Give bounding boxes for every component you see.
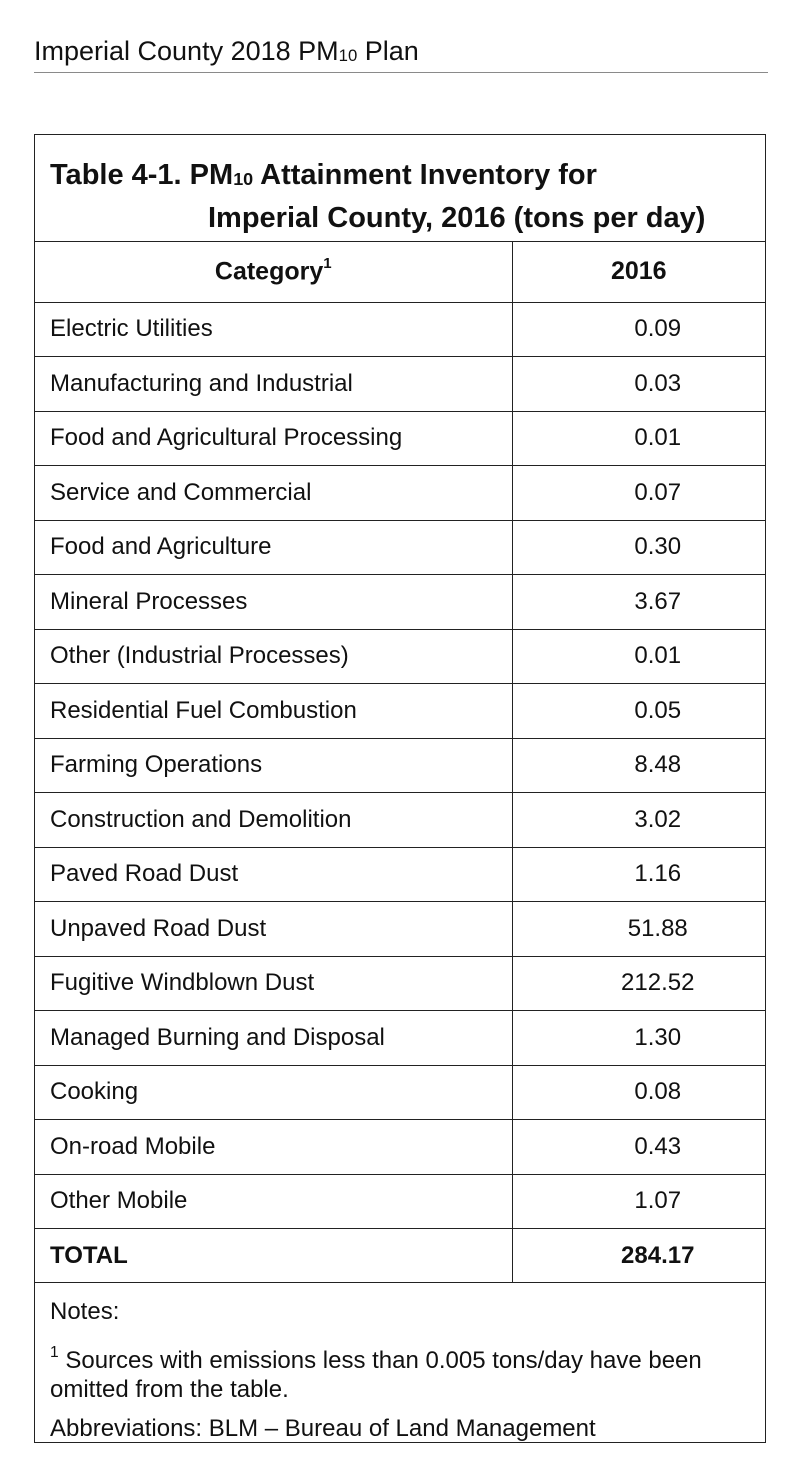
table-row: [35, 956, 765, 1011]
title-suffix: Attainment Inventory for: [253, 159, 597, 191]
category-cell: Paved Road Dust: [35, 847, 512, 902]
table-row: [35, 902, 765, 957]
table-row: [35, 1120, 765, 1175]
value-cell: 1.07: [512, 1174, 765, 1229]
value-cell: 8.48: [512, 738, 765, 793]
value-cell: 0.07: [512, 466, 765, 521]
footnote-mark: 1: [50, 1344, 59, 1362]
value-cell: 0.05: [512, 684, 765, 739]
table-row: [35, 1065, 765, 1120]
value-cell: 0.09: [512, 302, 765, 357]
value-cell: 3.02: [512, 793, 765, 848]
column-header-category-label: Category: [214, 257, 324, 286]
category-cell: Residential Fuel Combustion: [35, 684, 512, 739]
header-subscript: 10: [338, 45, 358, 65]
inventory-table: [35, 242, 765, 1283]
total-row: [35, 1229, 765, 1283]
value-cell: 0.08: [512, 1065, 765, 1120]
header-text-suffix: Plan: [357, 36, 419, 66]
column-header-category: [35, 242, 512, 302]
table-notes: [35, 1283, 765, 1443]
inventory-table-frame: [34, 134, 766, 1443]
table-row: [35, 302, 765, 357]
value-cell: 0.01: [512, 411, 765, 466]
value-cell: 0.01: [512, 629, 765, 684]
value-cell: 0.43: [512, 1120, 765, 1175]
category-cell: Other Mobile: [35, 1174, 512, 1229]
value-cell: 1.30: [512, 1011, 765, 1066]
footnote: [50, 1340, 765, 1404]
table-row: [35, 1174, 765, 1229]
category-cell: Unpaved Road Dust: [35, 902, 512, 957]
page-header: [34, 34, 768, 73]
table-row: [35, 629, 765, 684]
category-cell: Food and Agricultural Processing: [35, 411, 512, 466]
category-cell: Managed Burning and Disposal: [35, 1011, 512, 1066]
table-title-line1: [35, 155, 765, 198]
notes-label: Notes:: [50, 1298, 120, 1325]
column-header-year: 2016: [512, 242, 765, 302]
category-cell: Food and Agriculture: [35, 520, 512, 575]
table-row: [35, 411, 765, 466]
table-row: [35, 738, 765, 793]
value-cell: 3.67: [512, 575, 765, 630]
table-row: [35, 520, 765, 575]
category-cell: Cooking: [35, 1065, 512, 1120]
header-text: Imperial County 2018 PM: [34, 36, 339, 66]
table-row: [35, 357, 765, 412]
title-prefix: Table 4-1. PM: [50, 159, 234, 191]
value-cell: 0.30: [512, 520, 765, 575]
table-row: [35, 847, 765, 902]
category-cell: Manufacturing and Industrial: [35, 357, 512, 412]
table-title: [35, 135, 765, 242]
total-value: 284.17: [512, 1229, 765, 1283]
category-cell: Electric Utilities: [35, 302, 512, 357]
table-body: [35, 302, 765, 1229]
value-cell: 51.88: [512, 902, 765, 957]
table-row: [35, 466, 765, 521]
value-cell: 1.16: [512, 847, 765, 902]
table-header-row: [35, 242, 765, 302]
category-cell: Mineral Processes: [35, 575, 512, 630]
table-row: [35, 1011, 765, 1066]
category-cell: Construction and Demolition: [35, 793, 512, 848]
category-footnote-mark: 1: [323, 254, 332, 272]
abbreviations: Abbreviations: BLM – Bureau of Land Management: [50, 1415, 596, 1442]
category-cell: On-road Mobile: [35, 1120, 512, 1175]
value-cell: 212.52: [512, 956, 765, 1011]
table-row: [35, 793, 765, 848]
table-title-line2: Imperial County, 2016 (tons per day): [208, 202, 706, 234]
total-label: TOTAL: [35, 1229, 512, 1283]
table-row: [35, 684, 765, 739]
title-subscript: 10: [233, 168, 254, 189]
category-cell: Farming Operations: [35, 738, 512, 793]
value-cell: 0.03: [512, 357, 765, 412]
table-row: [35, 575, 765, 630]
category-cell: Fugitive Windblown Dust: [35, 956, 512, 1011]
category-cell: Service and Commercial: [35, 466, 512, 521]
category-cell: Other (Industrial Processes): [35, 629, 512, 684]
footnote-text: Sources with emissions less than 0.005 tons/day have been omitted from the table.: [50, 1347, 702, 1403]
